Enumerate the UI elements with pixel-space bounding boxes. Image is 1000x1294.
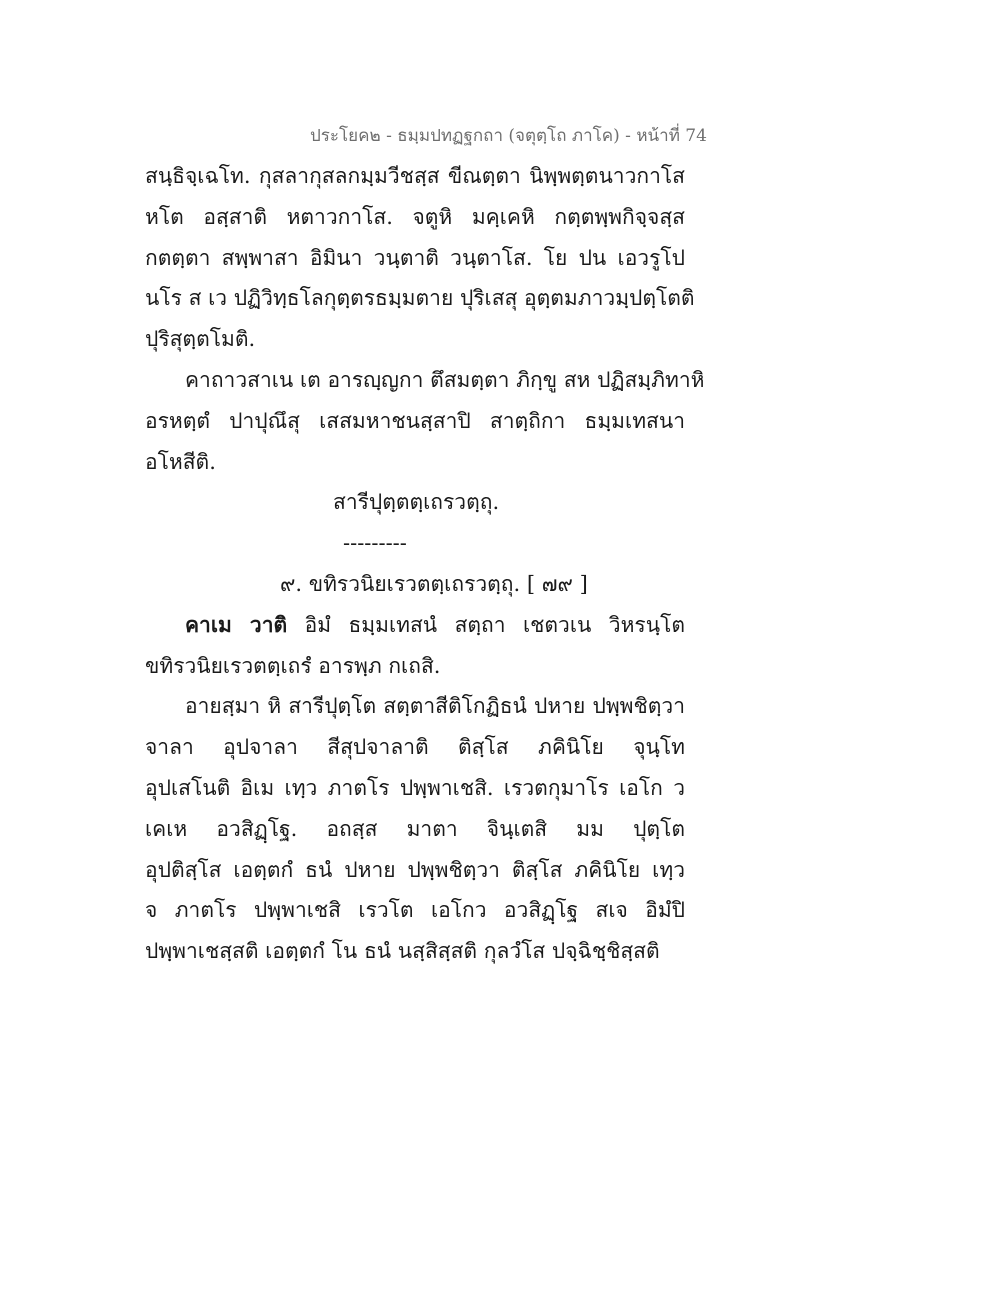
text-line: อุปเสโนติ อิเม เทฺว ภาตโร ปพฺพาเชสิ. เรวตกุมาโร เอโก ว (145, 775, 685, 800)
body-text (145, 156, 705, 972)
text-line (145, 605, 685, 646)
text-line: กตตฺตา สพฺพาสา อิมินา วนฺตาติ วนฺตาโส. โย ปน เอวรูโป (145, 245, 685, 270)
section-heading: ๙. ขทิรวนิยเรวตตฺเถรวตฺถุ. [ ๗๙ ] (280, 571, 588, 596)
text-line: อรหตฺตํ ปาปุณึสุ เสสมหาชนสฺสาปิ สาตฺถิกา ธมฺมเทสนา (145, 408, 685, 433)
text-line: ปุริสุตฺตโมติ. (145, 327, 256, 352)
section-separator: --------- (343, 531, 407, 556)
text-line: ปพฺพาเชสฺสติ เอตฺตกํ โน ธนํ นสฺสิสฺสติ กุลวํโส ปจฺฉิชฺชิสฺสติ (145, 939, 660, 964)
text-line: นโร ส เว ปฏิวิทฺธโลกุตฺตรธมฺมตาย ปุริเสสุ อุตฺตมภาวมฺปตฺโตติ (145, 286, 695, 311)
running-header: ประโยค๒ - ธมฺมปทฏฐกถา (จตุตฺโถ ภาโค) - หน้าที่ 74 (310, 126, 707, 146)
keyword-phrase: คาเม วาติ (185, 611, 288, 637)
text-line: จาลา อุปจาลา สีสุปจาลาติ ติสฺโส ภคินิโย จุนฺโท (145, 735, 685, 760)
text-line: สนฺธิจฺเฉโท. กุสลากุสลกมฺมวีชสฺส ขีณตฺตา นิพฺพตฺตนาวกาโส (145, 164, 685, 188)
text-line: อุปติสฺโส เอตฺตกํ ธนํ ปหาย ปพฺพชิตฺวา ติสฺโส ภคินิโย เทฺว (145, 857, 685, 882)
text-line: อายสฺมา หิ สารีปุตฺโต สตฺตาสีติโกฏิธนํ ปหาย ปพฺพชิตฺวา (185, 694, 685, 719)
text-line: ขทิรวนิยเรวตตฺเถรํ อารพฺภ กเถสิ. (145, 653, 441, 678)
text-line: อโหสีติ. (145, 449, 216, 474)
text-line: หโต อสฺสาติ หตาวกาโส. จตูหิ มคฺเคหิ กตฺตพฺพกิจฺจสฺส (145, 204, 685, 229)
story-end-title: สารีปุตฺตตฺเถรวตฺถุ. (333, 490, 500, 515)
text-line: จ ภาตโร ปพฺพาเชสิ เรวโต เอโกว อวสิฏฺโฐ สเจ อิมํปิ (145, 898, 685, 923)
text-line: เคเห อวสิฏฺโฐ. อถสฺส มาตา จินฺเตสิ มม ปุตฺโต (145, 816, 685, 841)
text-fragment: อิมํ ธมฺมเทสนํ สตฺถา เชตวเน วิหรนฺโต (287, 612, 685, 637)
text-line: คาถาวสาเน เต อารญฺญกา ตึสมตฺตา ภิกฺขู สห ปฏิสมฺภิทาหิ (185, 367, 705, 392)
